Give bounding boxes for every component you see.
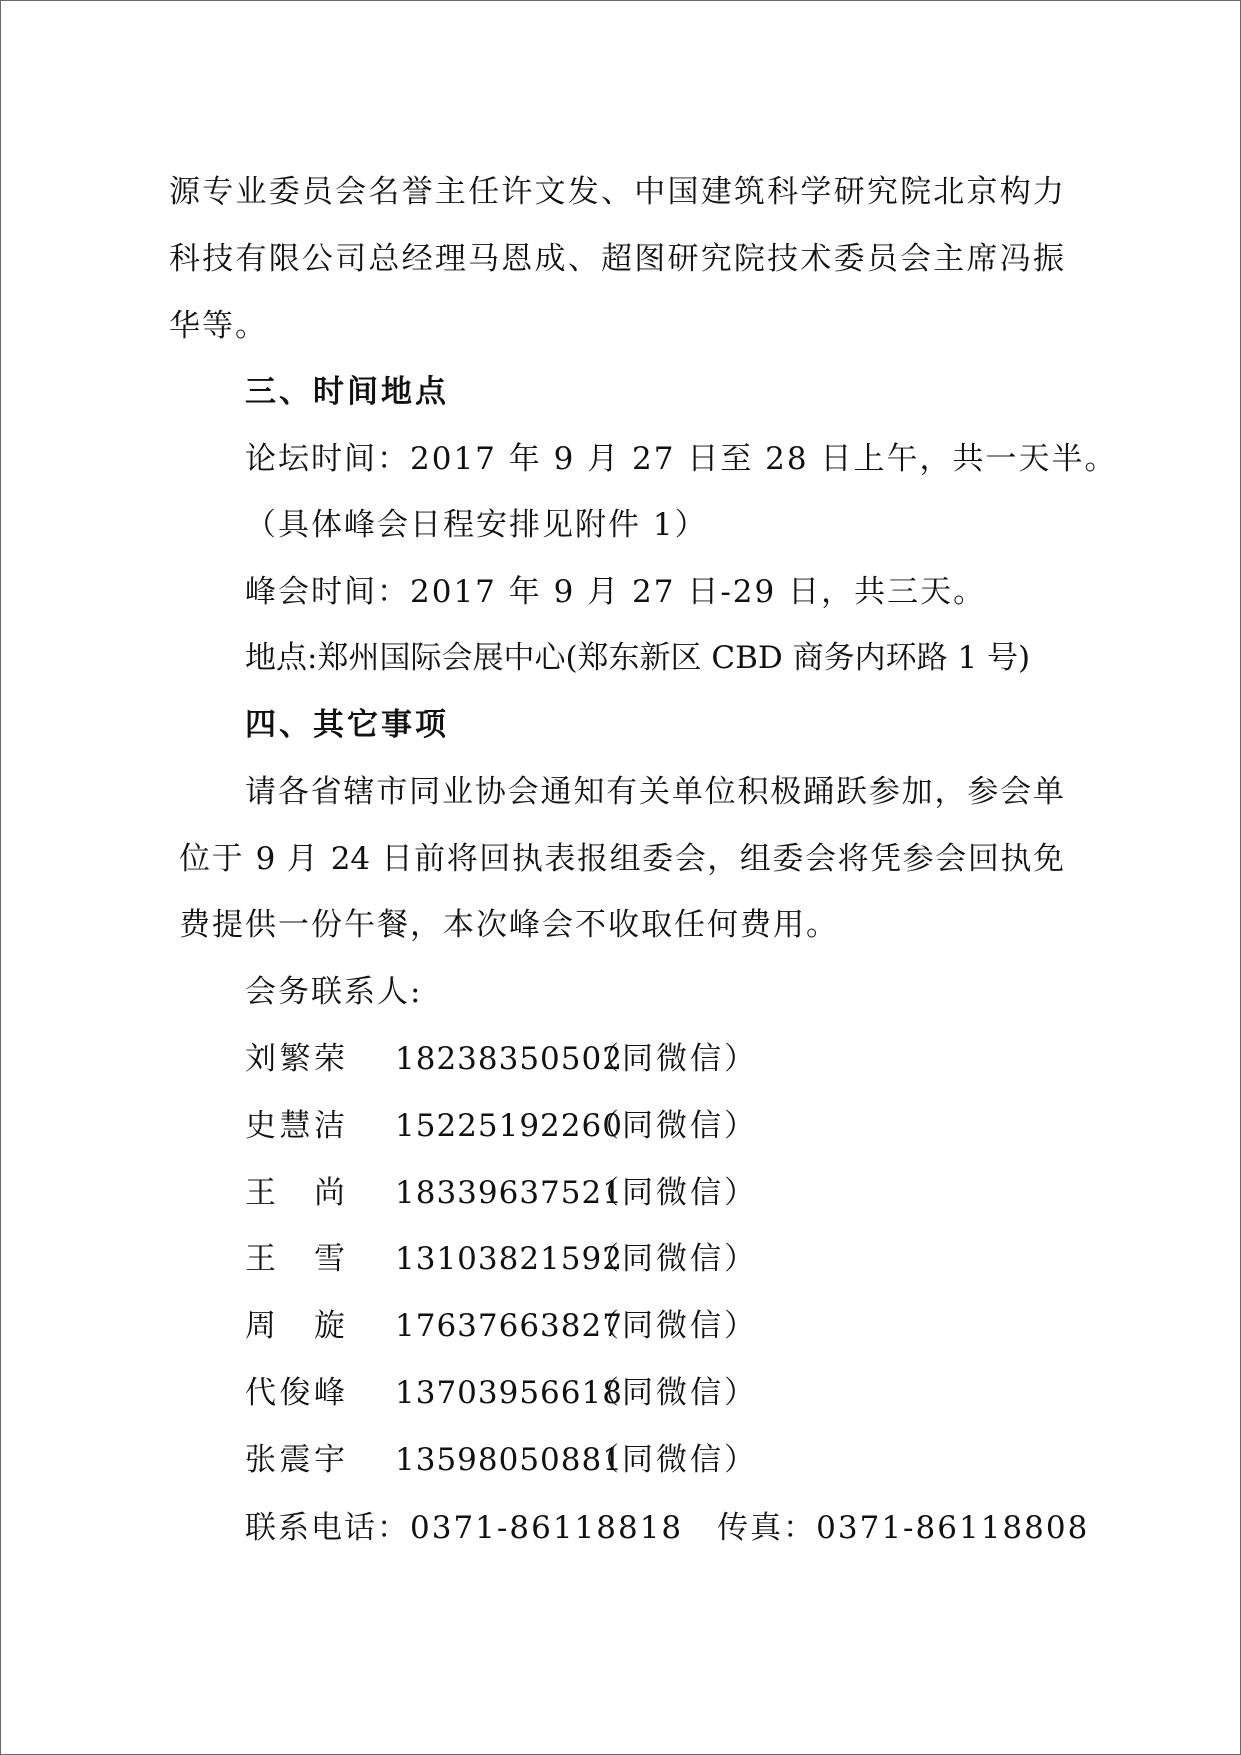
contact-phone: 13598050881 (395, 1442, 623, 1478)
phone-fax-line (245, 1506, 1089, 1550)
intro-line-2: 科技有限公司总经理马恩成、超图研究院技术委员会主席冯振 (169, 241, 1064, 277)
section-3-heading: 三、时间地点 (245, 374, 449, 410)
location: 地点:郑州国际会展中心(郑东新区 CBD 商务内环路 1 号) (245, 640, 1031, 676)
contact-note: （同微信） (588, 1175, 758, 1211)
contact-name: 代俊峰 (245, 1375, 345, 1411)
fax-label: 传真： (717, 1510, 817, 1546)
contact-name: 王尚 (245, 1175, 345, 1211)
notice-line-2: 位于 9 月 24 日前将回执表报组委会，组委会将凭参会回执免 (179, 841, 1064, 877)
notice-line-1: 请各省辖市同业协会通知有关单位积极踊跃参加，参会单 (245, 774, 1064, 810)
phone-label: 联系电话： (245, 1510, 410, 1546)
contact-name: 王雪 (245, 1241, 345, 1277)
contact-note: （同微信） (588, 1041, 758, 1077)
contact-note: （同微信） (588, 1241, 758, 1277)
schedule-note: （具体峰会日程安排见附件 1） (245, 507, 708, 543)
contact-phone: 15225192260 (395, 1108, 623, 1144)
intro-line-3: 华等。 (169, 308, 268, 344)
forum-time: 论坛时间：2017 年 9 月 27 日至 28 日上午，共一天半。 (245, 441, 1118, 477)
notice-line-3: 费提供一份午餐，本次峰会不收取任何费用。 (179, 907, 839, 943)
contact-note: （同微信） (588, 1375, 758, 1411)
contact-name: 张震宇 (245, 1442, 345, 1478)
contact-name: 刘繁荣 (245, 1041, 345, 1077)
contact-name: 周旋 (245, 1308, 345, 1344)
contact-phone: 17637663827 (395, 1308, 623, 1344)
intro-line-1: 源专业委员会名誉主任许文发、中国建筑科学研究院北京构力 (169, 174, 1064, 210)
section-4-heading: 四、其它事项 (245, 707, 449, 743)
contact-name: 史慧洁 (245, 1108, 345, 1144)
contact-note: （同微信） (588, 1308, 758, 1344)
contact-note: （同微信） (588, 1108, 758, 1144)
contact-phone: 18339637521 (395, 1175, 623, 1211)
fax-number: 0371-86118808 (816, 1510, 1090, 1546)
contact-phone: 18238350502 (395, 1041, 623, 1077)
contacts-label: 会务联系人: (245, 974, 423, 1010)
phone-number: 0371-86118818 (410, 1510, 684, 1546)
contact-phone: 13703956618 (395, 1375, 623, 1411)
summit-time: 峰会时间：2017 年 9 月 27 日-29 日，共三天。 (245, 574, 987, 610)
contact-phone: 13103821592 (395, 1241, 623, 1277)
contact-note: （同微信） (588, 1442, 758, 1478)
